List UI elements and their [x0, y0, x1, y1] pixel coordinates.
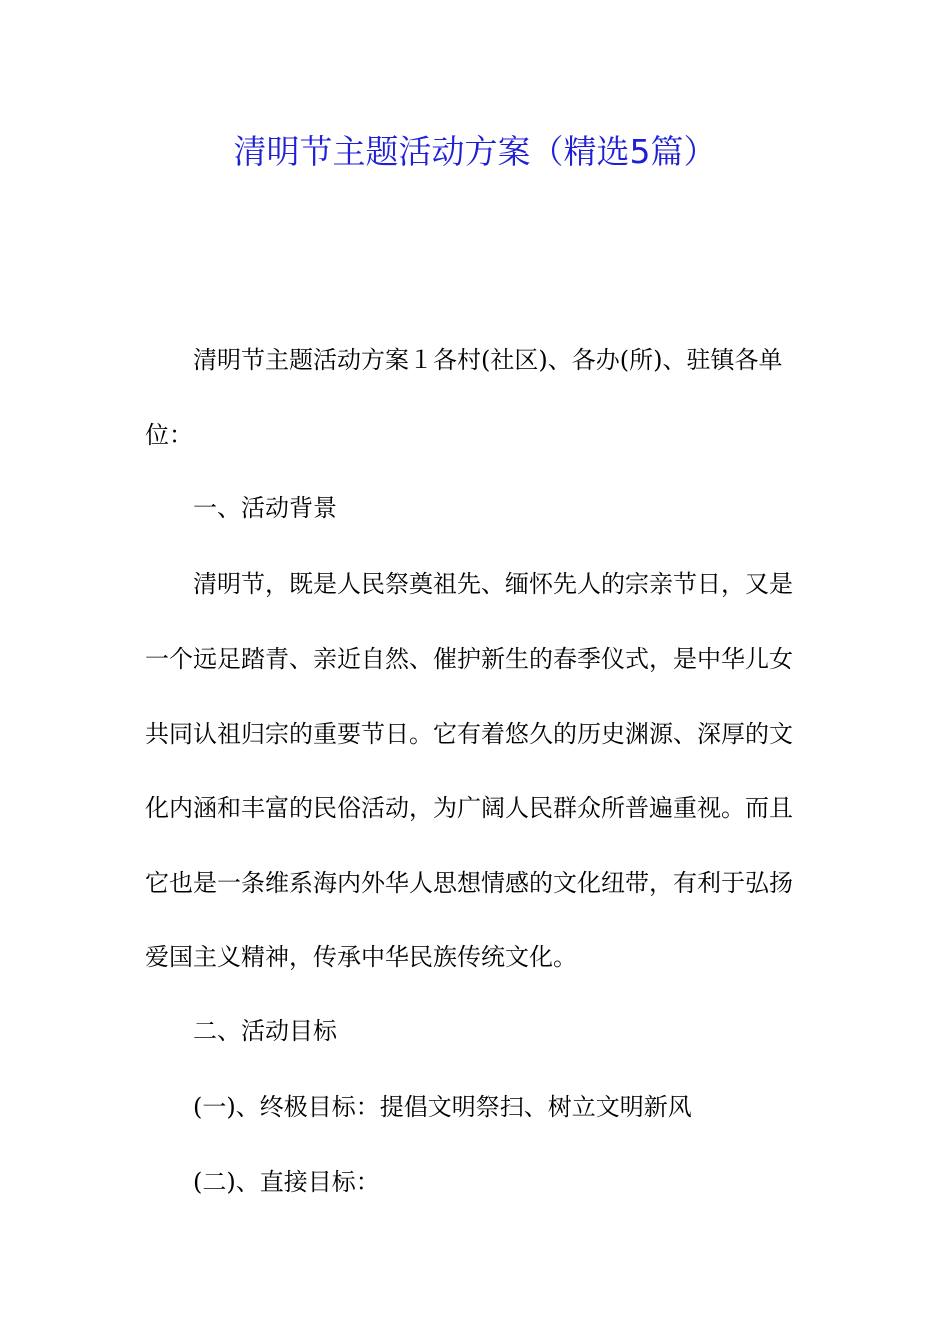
paragraph-background-line-6: 爱国主义精神，传承中华民族传统文化。 — [145, 943, 577, 971]
paragraph-background-line-3: 共同认祖归宗的重要节日。它有着悠久的历史渊源、深厚的文 — [145, 720, 793, 748]
goal-item-direct: (二)、直接目标： — [193, 1168, 380, 1196]
paragraph-background-line-4: 化内涵和丰富的民俗活动，为广阔人民群众所普遍重视。而且 — [145, 794, 793, 822]
paragraph-intro-line-2: 位： — [145, 421, 193, 449]
paragraph-background-line-2: 一个远足踏青、亲近自然、催护新生的春季仪式，是中华儿女 — [145, 645, 793, 673]
paragraph-background-line-5: 它也是一条维系海内外华人思想情感的文化纽带，有利于弘扬 — [145, 869, 793, 897]
section-heading-goals: 二、活动目标 — [193, 1017, 337, 1045]
paragraph-intro-line-1: 清明节主题活动方案１各村(社区)、各办(所)、驻镇各单 — [193, 346, 783, 374]
section-heading-background: 一、活动背景 — [193, 494, 337, 522]
goal-item-ultimate: (一)、终极目标：提倡文明祭扫、树立文明新风 — [193, 1093, 692, 1121]
document-title: 清明节主题活动方案（精选5篇） — [233, 132, 717, 171]
paragraph-background-line-1: 清明节，既是人民祭奠祖先、缅怀先人的宗亲节日，又是 — [193, 570, 793, 598]
